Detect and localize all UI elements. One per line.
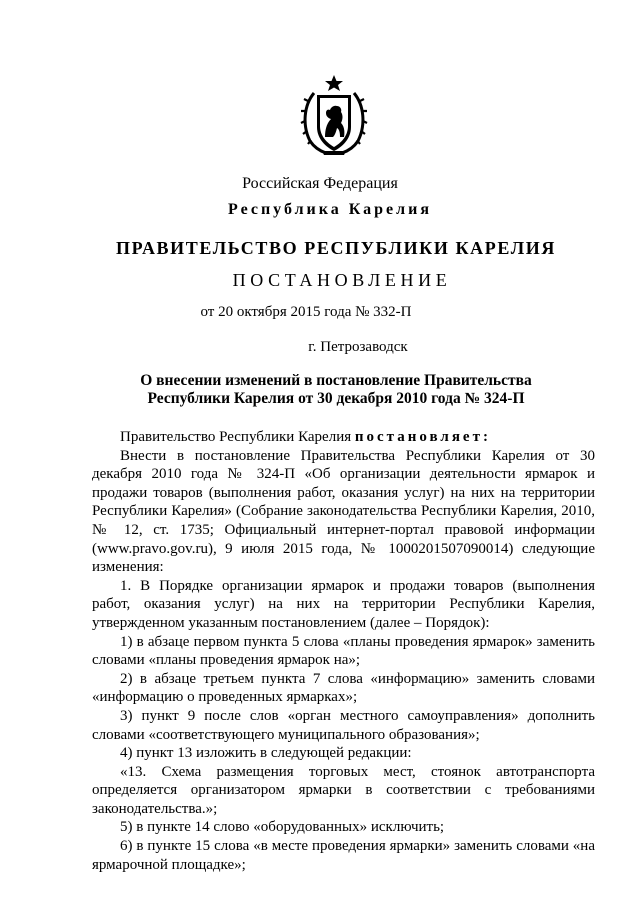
body-paragraph: «13. Схема размещения торговых мест, стоянок автотранспорта определяется организатором ярмарки в соответствии с требованиями законодательства.»; xyxy=(92,763,595,817)
body-paragraph: 2) в абзаце третьем пункта 7 слова «информацию» заменить словами «информацию о проведенных ярмарках»; xyxy=(92,670,595,706)
body-paragraph: 3) пункт 9 после слов «орган местного самоуправления» дополнить словами «соответствующего муниципального образования»; xyxy=(92,707,595,743)
body-paragraph: 5) в пункте 14 слово «оборудованных» исключить; xyxy=(120,819,445,836)
intro-verb: постановляет: xyxy=(354,429,491,445)
republic-name: Республика Карелия xyxy=(228,201,432,218)
subject-line-1: О внесении изменений в постановление Правительства xyxy=(140,372,532,389)
body-paragraph: 6) в пункте 15 слова «в месте проведения ярмарки» заменить словами «на ярмарочной площадке»; xyxy=(92,838,595,873)
document-date-number: от 20 октября 2015 года № 332-П xyxy=(200,304,412,320)
document-city: г. Петрозаводск xyxy=(308,339,408,355)
coat-of-arms-emblem xyxy=(300,75,368,157)
body-paragraph: 4) пункт 13 изложить в следующей редакции: xyxy=(120,745,412,762)
body-paragraph: 1. В Порядке организации ярмарок и продажи товаров (выполнения работ, оказания услуг) на них на территории Республики Карелия, утвержденном указанным постановлением (далее – Порядок): xyxy=(92,577,595,631)
body-paragraph: 1) в абзаце первом пункта 5 слова «планы проведения ярмарок» заменить словами «планы проведения ярмарок на»; xyxy=(92,633,595,669)
subject-line-2: Республики Карелия от 30 декабря 2010 года № 324-П xyxy=(147,390,525,407)
body-paragraph: Внести в постановление Правительства Республики Карелия от 30 декабря 2010 года № 324-П «Об организации деятельности ярмарок и продажи товаров (выполнения работ, оказания услуг) на них на территории Республики Карелия» (Собрание законодательства Республики Карелия, 2010, № 12, ст. 1735; Официальный интернет-портал правовой информации (www.pravo.gov.ru), 9 июля 2015 года, № 1000201507090014) следующие изменения: xyxy=(92,447,595,576)
country-name: Российская Федерация xyxy=(242,175,398,192)
government-title: ПРАВИТЕЛЬСТВО РЕСПУБЛИКИ КАРЕЛИЯ xyxy=(116,238,556,258)
intro-paragraph xyxy=(92,428,595,447)
document-type: ПОСТАНОВЛЕНИЕ xyxy=(232,270,452,290)
intro-prefix: Правительство Республики Карелия xyxy=(120,429,355,445)
document-body xyxy=(92,428,595,874)
